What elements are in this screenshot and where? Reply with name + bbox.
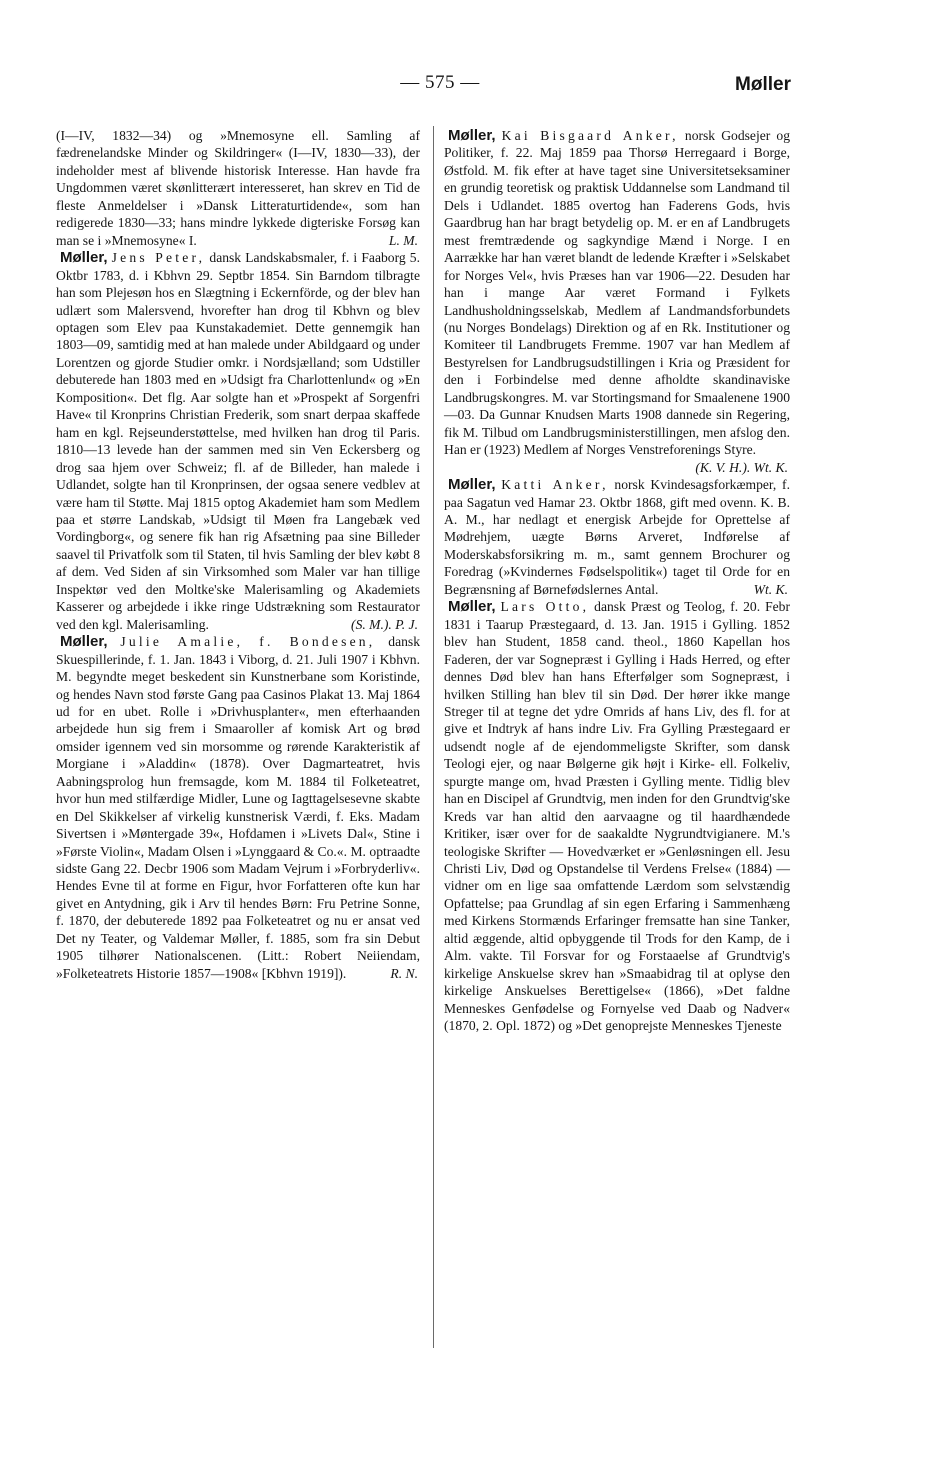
author-signature: Wt. K.: [753, 581, 788, 597]
page-header: [0, 72, 928, 102]
author-signature: R. N.: [390, 965, 418, 981]
column-divider: [433, 126, 434, 1348]
entry-jens-peter-moller: [56, 249, 420, 633]
given-names: Katti Anker,: [501, 477, 609, 493]
entry-julie-amalie-moller: [56, 633, 420, 982]
headword: Møller,: [60, 633, 108, 651]
given-names: Kai Bisgaard Anker,: [501, 128, 679, 143]
author-signature: L. M.: [388, 232, 418, 248]
headword: Møller,: [60, 249, 108, 267]
entry-text: norsk Godsejer og Politiker, f. 22. Maj 1859 paa Thorsø Herregaard i Borge, Østfold. M. fik efter at have taget sine Universitetseksaminer en grundig teoretisk og praktisk Uddannelse som Landmand til Dels i Udlandet. 1885 overtog han Faderens Gods, hvis Gaardbrug han har bragt betydelig op. M. er en af Landbrugets mest fremtrædende og sagkyndige Mænd i Norge. I en Aarrække har han været blandt de ledende Kræfter i »Selskabet for Norges Vel«, hvis Præses han var 1906—22. Desuden har han i mange Aar været Formand i Fylkets Landhusholdningsselskab, Medlem af Landmandsforbundets (nu Norges Bondelags) Direktion og af en Rk. Institutioner og Komiteer til Landbrugets Fremme. 1907 var han Medlem af Bestyrelsen for Landbrugsudstillingen i Kria og Præsident for den i Forbindelse med denne afholdte skandinaviske Landbrugskongres. M. var Stortingsmand for Smaalenene 1900—03. Da Gunnar Knudsen Marts 1908 dannede sin Regering, fik M. Tilbud om Landbrugsministerstillingen, men afslog den. Han er (1923) Medlem af Norges Venstreforenings Styre.: [444, 128, 791, 458]
entry-lars-otto-moller: [444, 598, 790, 1034]
entry-text: norsk Kvindesagsforkæmper, f. paa Sagatun ved Hamar 23. Oktbr 1868, gift med ovenn. K. B. A. M., har nedlagt et energisk Arbejde for Oprettelse af Mødrehjem, uægte Børns Arveret, Indførelse af Moderskabsforsikring m. m., samt gennem Brochurer og Foredrag (»Kvindernes Fødselspolitik«) taget til Orde for en Begrænsning af Børnefødslernes Antal.: [444, 477, 790, 597]
entry-text: dansk Præst og Teolog, f. 20. Febr 1831 i Taarup Præstegaard, d. 13. Jan. 1915 i Gylling. 1852 blev han Student, 1858 cand. theol., 1860 Kapellan hos Faderen, der var Sognepræst i Gylling i Hads Herred, og efter dennes Død blev han hans Efterfølger som Sognepræst, i hvilken Stilling han blev til sin Død. Der hører ikke mange Streger til at tegne det ydre Omrids af hans Liv, des fl. for at give et Indtryk af hans indre Liv. Fra Gylling Præstegaard er udsendt nogle af de ejendommeligste Skrifter, som dansk Teologi ejer, og naar Bølgerne gik højt i Kirke- ell. Folkeliv, spurgte mange om, hvad Præsten i Gylling mente. Tidlig blev han en Discipel af Grundtvig, men inden for den Grundtvig'ske Kreds var han altid den aarvaagne og til haardhændede Kritiker, især over for de saakaldte Nygrundtvigianere. M.'s teologiske Skrifter — Hovedværket er »Genløsningen ell. Jesu Christi Liv, Død og Opstandelse til Verdens Frelse« (1884) — vidner om en lige saa omfattende Lærdom som selvstændig Opfattelse; paa Grundlag af sin egen Erfaring i Sammenhæng med Kirkens Stormænds Erfaringer fremsatte han sine Tanker, altid æggende, altid opbyggende til Trods for den Kamp, de i Alm. vakte. Til Forsvar for og Forstaaelse af Grundtvig's kirkelige Anskuelse skrev han »Smaabidrag til at oplyse den kirkelige Anskuelses Berettigelse« (1866), »Det faldne Menneskes Genfødelse og Fornyelse ved Daab og Nadver« (1870, 2. Opl. 1872) og »Det genoprejste Menneskes Tjeneste: [444, 599, 790, 1034]
author-signature: (S. M.). P. J.: [351, 616, 418, 632]
page-number: — 575 —: [400, 72, 480, 93]
entry-katti-anker-moller: [444, 476, 790, 598]
entry-text: (I—IV, 1832—34) og »Mnemosyne ell. Samling af fædrenelandske Minder og Skildringer« (I—IV, 1830—33), der indeholder mest af blivende historisk Interesse. Han havde fra Ungdommen været skønlitterært interesseret, han skrev en Tid de fleste Anmeldelser i »Dansk Litteraturtidende«, som han redigerede 1830—33; hans mindre lykkede digteriske Forsøg kan man se i »Mnemosyne« I.: [56, 128, 420, 248]
running-head: Møller: [735, 74, 791, 95]
headword: Møller,: [448, 598, 496, 616]
entry-text: dansk Skuespillerinde, f. 1. Jan. 1843 i Viborg, d. 21. Juli 1907 i Kbhvn. M. begyndte meget beskedent sin Kunstnerbane som Koristinde, og hendes Navn stod første Gang paa Casinos Plakat 13. Maj 1864 ud for en ubet. Rolle i »Drivhusplanter«, men efterhaanden arbejdede hun sig frem i Smaaroller af komisk Art og brød omsider igennem ved sin morsomme og rørende Karakteristik af Morgiane i »Aladdin« (1878). Over Dagmarteatret, hvis Aabningsprolog hun fremsagde, kom M. 1884 til Folketeatret, hvor hun med stilfærdige Midler, Lune og Iagttagelsesevne skabte en Del Skikkelser af virkelig kunstnerisk Værdi, f. Eks. Madam Sivertsen i »Møntergade 39«, Hofdamen i »Livets Dal«, Stine i »Første Violin«, Madam Olsen i »Lynggaard & Co.«. M. optraadte sidste Gang 22. Decbr 1906 som Madam Vejrum i »Forbryderliv«. Hendes Evne til at forme en Figur, hvor Forfatteren ofte kun har givet en Antydning, gik i Arv til hendes Børn: Fru Petrine Sonne, f. 1870, der debuterede 1892 paa Folketeatret og nu er ansat ved Det ny Teater, og Valdemar Møller, f. 1885, som fra sin Debut 1905 tilhører Nationalscenen. (Litt.: Robert Neiiendam, »Folketeatrets Historie 1857—1908« [Kbhvn 1919]).: [56, 634, 420, 981]
entry-continuation: [56, 127, 420, 249]
given-names: Julie Amalie, f. Bondesen,: [120, 634, 376, 650]
given-names: Lars Otto,: [500, 599, 590, 615]
given-names: Jens Peter,: [111, 250, 206, 266]
entry-text: dansk Landskabsmaler, f. i Faaborg 5. Oktbr 1783, d. i Kbhvn 29. Septbr 1854. Sin Barndom tilbragte han som Plejesøn hos en Slægtning i Eckernförde, og der blev han udlært som Malersvend, hvorefter han drog til Kbhvn og blev optagen som Elev paa Kunstakademiet. Dette gennemgik han 1803—09, samtidig med at han malede under Abildgaard og under Lorentzen og gjorde Studier omkr. i Nordsjælland; som Udstiller debuterede han 1803 med en »Udsigt fra Charlottenlund« og »En Komposition«. Det flg. Aar solgte han et »Prospekt af Sorgenfri Have« til Kronprins Christian Frederik, som snart derpaa skaffede ham en kgl. Rejseunderstøttelse, med hvilken han drog til Paris. 1810—13 levede han der sammen med sin Ven Eckersberg og drog saa hjem over Schweiz; fl. af de Billeder, han malede i Udlandet, solgte han til Kronprinsen, der ogsaa senere vedblev at være ham til Støtte. Maj 1815 optog Akademiet ham som Medlem paa et større Landskab, »Udsigt til Møen fra Langebæk ved Vordingborg«, og senere fik han rig Afsætning paa sine Billeder saavel til Privatfolk som til Staten, til hvis Samling der blev købt 8 af dem. Ved Siden af sin Virksomhed som Maler var han tillige Inspektør ved den Moltke'ske Malerisamling og Akademiets Kasserer og arbejdede i ikke ringe Udstrækning som Restaurator ved den kgl. Malerisamling.: [56, 250, 420, 632]
entry-kai-bisgaard-anker-moller: [444, 127, 791, 475]
left-column: [56, 127, 420, 982]
headword: Møller,: [448, 127, 496, 144]
right-column: [444, 127, 790, 1035]
author-signature: (K. V. H.). Wt. K.: [695, 459, 788, 475]
headword: Møller,: [448, 476, 496, 494]
